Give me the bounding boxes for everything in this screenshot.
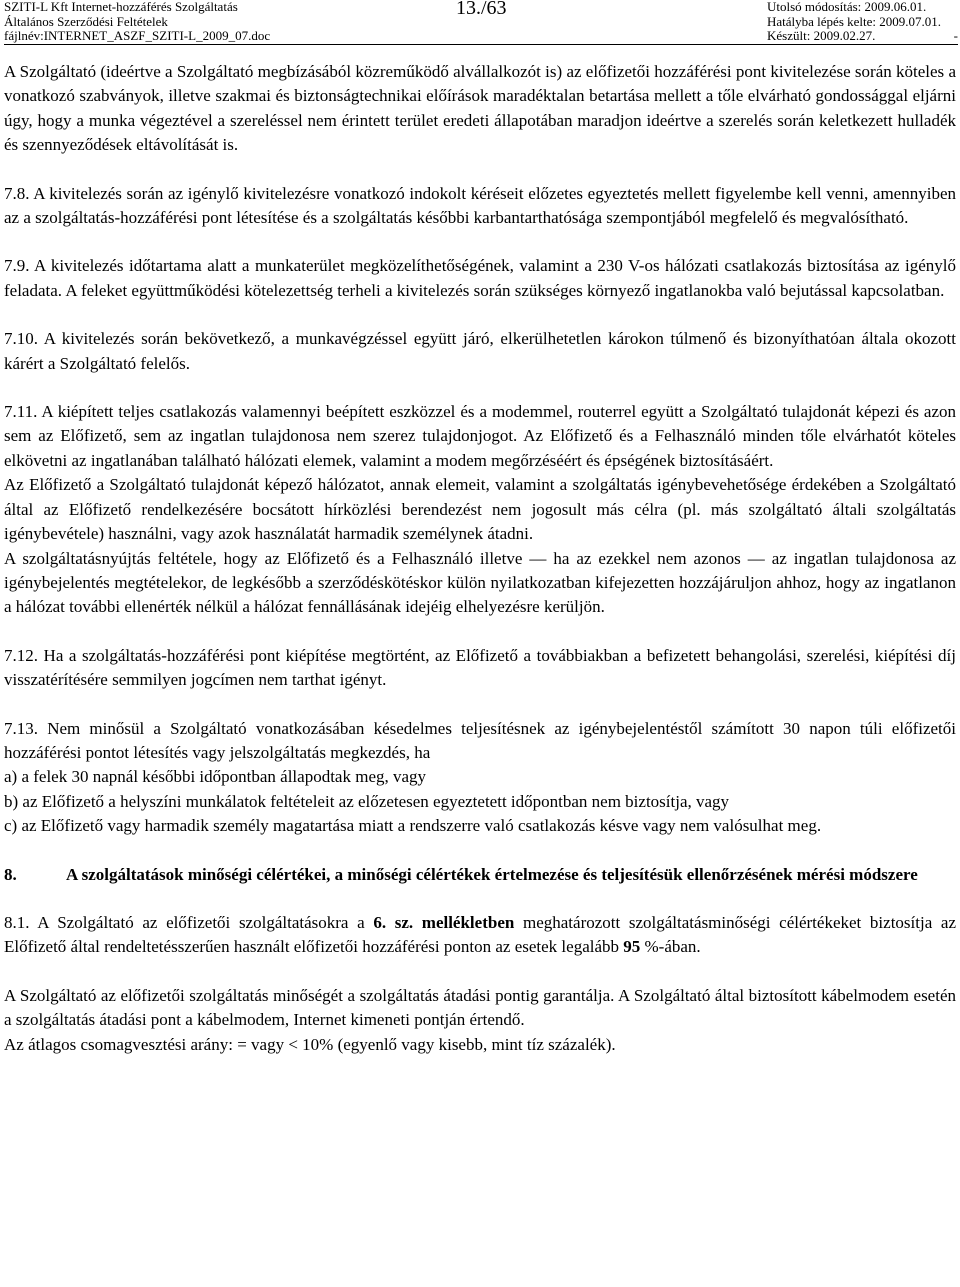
paragraph-7-11-c: A szolgáltatásnyújtás feltétele, hogy az Előfizető és a Felhasználó illetve — ha az ezekkel nem azonos — az ingatlan tulajdonosa az igénybejelentés megtételekor, de legkésőbb a szerződéskötéskor külön nyilatkozatban kifejezetten hozzájáruljon ahhoz, hogy az ingatlanon a hálózat további ellenérték nélkül a hálózat fennállásának idejéig elhelyezésre kerüljön. [4,548,956,617]
page-body [4,60,956,1057]
paragraph-8-1-start: 8.1. A Szolgáltató az előfizetői szolgáltatásokra a [4,912,374,932]
section-8-number: 8. [4,864,17,884]
header-row-3 [4,29,958,44]
paragraph-8-1-end: %-ában. [640,937,701,957]
section-8-title: A szolgáltatások minőségi célértékei, a minőségi célértékek értelmezése és teljesítésük ellenőrzésének mérési módszere [66,864,918,884]
paragraph-packet-loss: Az átlagos csomagvesztési arány: = vagy < 10% (egyenlő vagy kisebb, mint tíz százalék). [4,1034,616,1054]
header-dash: - [953,28,958,43]
paragraph-8-1-percent: 95 [623,937,641,957]
list-item-c: c) az Előfizető vagy harmadik személy magatartása miatt a rendszerre való csatlakozás késve vagy nem valósulhat meg. [4,816,822,836]
company-name: SZITI-L Kft Internet-hozzáférés Szolgáltatás [4,0,238,14]
page-number: 13./63 [456,0,507,19]
list-item-a: a) a felek 30 napnál későbbi időpontban állapodtak meg, vagy [4,767,427,787]
created-date: Készült: 2009.02.27. [767,28,876,43]
header-row-1 [4,0,958,19]
paragraph-8-1-middle: meghatározott szolgáltatásminőségi célértékeket biztosítja az Előfizető által rendeltetésszerűen használt előfizetői hozzáférési ponton az esetek legalább [4,912,956,957]
page-header [4,0,958,45]
last-modified: Utolsó módosítás: 2009.06.01. [767,0,927,14]
list-item-b: b) az Előfizető a helyszíni munkálatok feltételeit az előzetesen egyeztetett időpontban nem biztosítja, vagy [4,791,730,811]
paragraph-7-13: 7.13. Nem minősül a Szolgáltató vonatkozásában késedelmes teljesítésnek az igénybejelentéstől számított 30 napon túli előfizetői hozzáférési pontot létesítés vagy jelszolgáltatás megkezdés, ha [4,718,956,762]
paragraph-7-11-a: 7.11. A kiépített teljes csatlakozás valamennyi beépített eszközzel és a modemmel, routerrel együtt a Szolgáltató tulajdonát képezi és azon sem az Előfizető, sem az ingatlan tulajdonosa nem szerez tulajdonjogot. Az Előfizető és a Felhasználó minden tőle elvárhatót köteles elkövetni az ingatlanában található hálózati elemek, valamint a modem megőrzéséért és épségének biztosításáért. [4,402,956,470]
paragraph-guarantee: A Szolgáltató az előfizetői szolgáltatás minőségét a szolgáltatás átadási pontig garantálja. A Szolgáltató által biztosított kábelmodem esetén a szolgáltatás átadási pont a kábelmodem, Internet kimeneti pontján értendő. [4,985,956,1030]
paragraph-7-9: 7.9. A kivitelezés időtartama alatt a munkaterület megközelíthetőségének, valamint a 230 V-os hálózati csatlakozás biztosítása az igénylő feladata. A feleket együttműködési kötelezettség terheli a kivitelezés során szükséges környező ingatlanokba való bejutással kapcsolatban. [4,256,956,300]
effective-date: Hatályba lépés kelte: 2009.07.01. [767,13,942,29]
paragraph-7-8: 7.8. A kivitelezés során az igénylő kivitelezésre vonatkozó indokolt kéréseit előzetes egyeztetés mellett figyelembe kell venni, amennyiben az a szolgáltatás-hozzáférési pont létesítése és a szolgáltatás későbbi karbantarthatósága szempontjából megfelelő és megvalósítható. [4,183,956,228]
paragraph-intro: A Szolgáltató (ideértve a Szolgáltató megbízásából közreműködő alvállalkozót is) az előfizetői hozzáférési pont kivitelezése során köteles a vonatkozó szabványok, illetve szakmai és biztonságtechnikai előírások maradéktalan betartása mellett a tőle elvárható gondossággal eljárni úgy, hogy a munka végeztével a szereléssel nem érintett terület eredeti állapotában maradjon ideértve a szerelés során keletkezett hulladék és szennyeződések eltávolítását is. [4,62,956,155]
paragraph-8-1 [4,911,956,960]
section-8-heading [4,863,956,887]
paragraph-7-12: 7.12. Ha a szolgáltatás-hozzáférési pont kiépítése megtörtént, az Előfizető a továbbiakban a befizetett behangolási, szerelési, kiépítési díj visszatérítésére semmilyen jogcímen nem tarthat igényt. [4,645,956,690]
file-name: fájlnév:INTERNET_ASZF_SZITI-L_2009_07.doc [4,28,271,43]
document-title: Általános Szerződési Feltételek [4,13,168,29]
header-row-2 [4,15,958,30]
paragraph-7-11-b: Az Előfizető a Szolgáltató tulajdonát képező hálózatot, annak elemeit, valamint a szolgáltatás igénybevehetősége érdekében a Szolgáltató által az Előfizető rendelkezésére bocsátott hírközlési berendezést nem jogosult más célra (pl. más szolgáltató általi szolgáltatás igénybevétele) használni, vagy azok használatát harmadik személynek átadni. [4,475,956,544]
paragraph-7-10: 7.10. A kivitelezés során bekövetkező, a munkavégzéssel együtt járó, elkerülhetetlen károkon túlmenő és bizonyíthatóan általa okozott kárért a Szolgáltató felelős. [4,329,956,373]
paragraph-8-1-annex-ref: 6. sz. mellékletben [373,912,515,932]
